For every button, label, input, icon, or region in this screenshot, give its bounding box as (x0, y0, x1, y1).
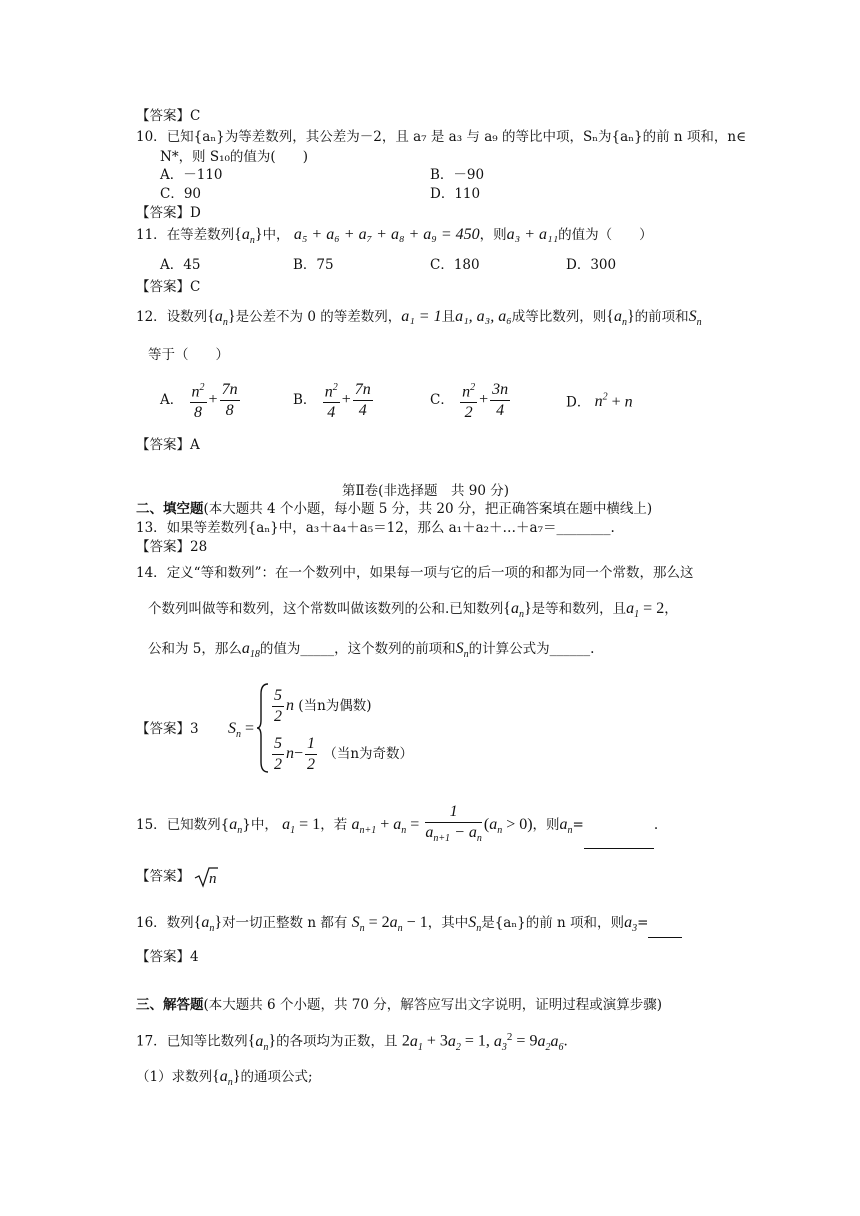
q10-option-a: A．－110 (160, 167, 223, 183)
q11-option-b: B．75 (293, 257, 334, 273)
q15-answer: 【答案】 n (136, 866, 218, 888)
section2-title: 第Ⅱ卷(非选择题 共 90 分) (342, 483, 509, 499)
q11-sum-expression: a₅ + a₆ + a₇ + a₈ + a₉ = 450 (293, 226, 480, 243)
q10-option-d: D．110 (430, 186, 481, 202)
q11-option-c: C．180 (430, 257, 480, 273)
section2-heading: 二、填空题(本大题共 4 个小题，每小题 5 分，共 20 分，把正确答案填在题中横线上) (136, 501, 653, 517)
q14-line3: 公和为 5，那么$a_{18}$的值为_____，这个数列的前项和$S_n$的计算公式为______. (148, 640, 595, 661)
q14-line1: 14．定义“等和数列”：在一个数列中，如果每一项与它的后一项的和都为同一个常数，那么这 (136, 565, 694, 581)
q10-line1: 10．已知{aₙ}为等差数列，其公差为－2，且 a₇ 是 a₃ 与 a₉ 的等比中项，Sₙ为{aₙ}的前 n 项和，n∈ (136, 129, 747, 145)
q10-answer: 【答案】D (136, 205, 201, 221)
section3-heading: 三、解答题(本大题共 6 个小题，共 70 分，解答应写出文字说明，证明过程或演算步骤) (136, 997, 662, 1013)
q17-sub1: （1）求数列$\{a_n\}$的通项公式; (136, 1068, 313, 1089)
q12-answer: 【答案】A (136, 437, 200, 453)
q10-option-c: C．90 (160, 186, 202, 202)
q14-line2: 个数列叫做等和数列，这个常数叫做该数列的公和.已知数列$\{a_n\}$是等和数列，且$a_1 = 2$， (148, 600, 678, 621)
q14-case1: $\frac{5}{2}$ n (当n为偶数) (274, 687, 372, 725)
q12-line2: 等于（ ） (148, 347, 229, 363)
q13-answer: 【答案】28 (136, 539, 208, 555)
q11-line1: 11．在等差数列$\{a_n\}$中， a₅ + a₆ + a₇ + a₈ + a₉ = 450，则a₃ + a₁₁的值为（ ） (136, 226, 653, 247)
q12-option-d: D． $n^2 + n$ (566, 392, 633, 411)
q14-sn-label: $S_n$ = (228, 720, 255, 741)
q13-line: 13．如果等差数列{aₙ}中，a₃＋a₄＋a₅＝12，那么 a₁＋a₂＋…＋a₇＝________. (136, 520, 615, 536)
q14-case2: $\frac{5}{2}$ n− $\frac{1}{2}$ （当n为奇数） (274, 735, 414, 773)
piecewise-brace-icon (256, 682, 270, 774)
q11-answer: 【答案】C (136, 279, 201, 295)
q11-option-a: A．45 (160, 257, 201, 273)
q17-line: 17．已知等比数列$\{a_n\}$的各项均为正数，且 $2a_1 + 3a_2 = 1$, $a_3^2 = 9a_2a_6$. (136, 1031, 568, 1053)
q16-answer: 【答案】4 (136, 949, 199, 965)
q10-option-b: B．－90 (430, 167, 485, 183)
q12-option-c: C． $\frac{n^2}{2}$ + $\frac{3n}{4}$ (430, 378, 512, 423)
q12-option-b: B． $\frac{n^2}{4}$ + $\frac{7n}{4}$ (293, 378, 375, 423)
q9-answer: 【答案】C (136, 108, 201, 124)
sqrt-icon (194, 866, 218, 888)
svg-text:n: n (209, 871, 217, 887)
q11-option-d: D．300 (566, 257, 617, 273)
q14-answer: 【答案】3 (136, 721, 199, 737)
q10-line2: N*，则 S₁₀的值为( ) (160, 149, 308, 165)
q12-line1: 12．设数列$\{a_n\}$是公差不为 0 的等差数列，a₁ = 1且a₁, a₃, a₆成等比数列，则$\{a_n\}$的前项和$S_n$ (136, 308, 702, 329)
q16-line: 16．数列$\{a_n\}$对一切正整数 n 都有 $S_n = 2a_n - 1$，其中$S_n$是{aₙ}的前 n 项和，则$a_3=$ (136, 914, 682, 938)
q12-option-a: A． $\frac{n^2}{8}$ + $\frac{7n}{8}$ (160, 378, 242, 423)
q15-line: 15．已知数列$\{a_n\}$中， $a_1 = 1$，若 $a_{n+1} + a_n$ = $\frac{1}{a_{n+1} - a_n}$ $(a_n > 0)$，则$a_n=$ . (136, 802, 658, 849)
